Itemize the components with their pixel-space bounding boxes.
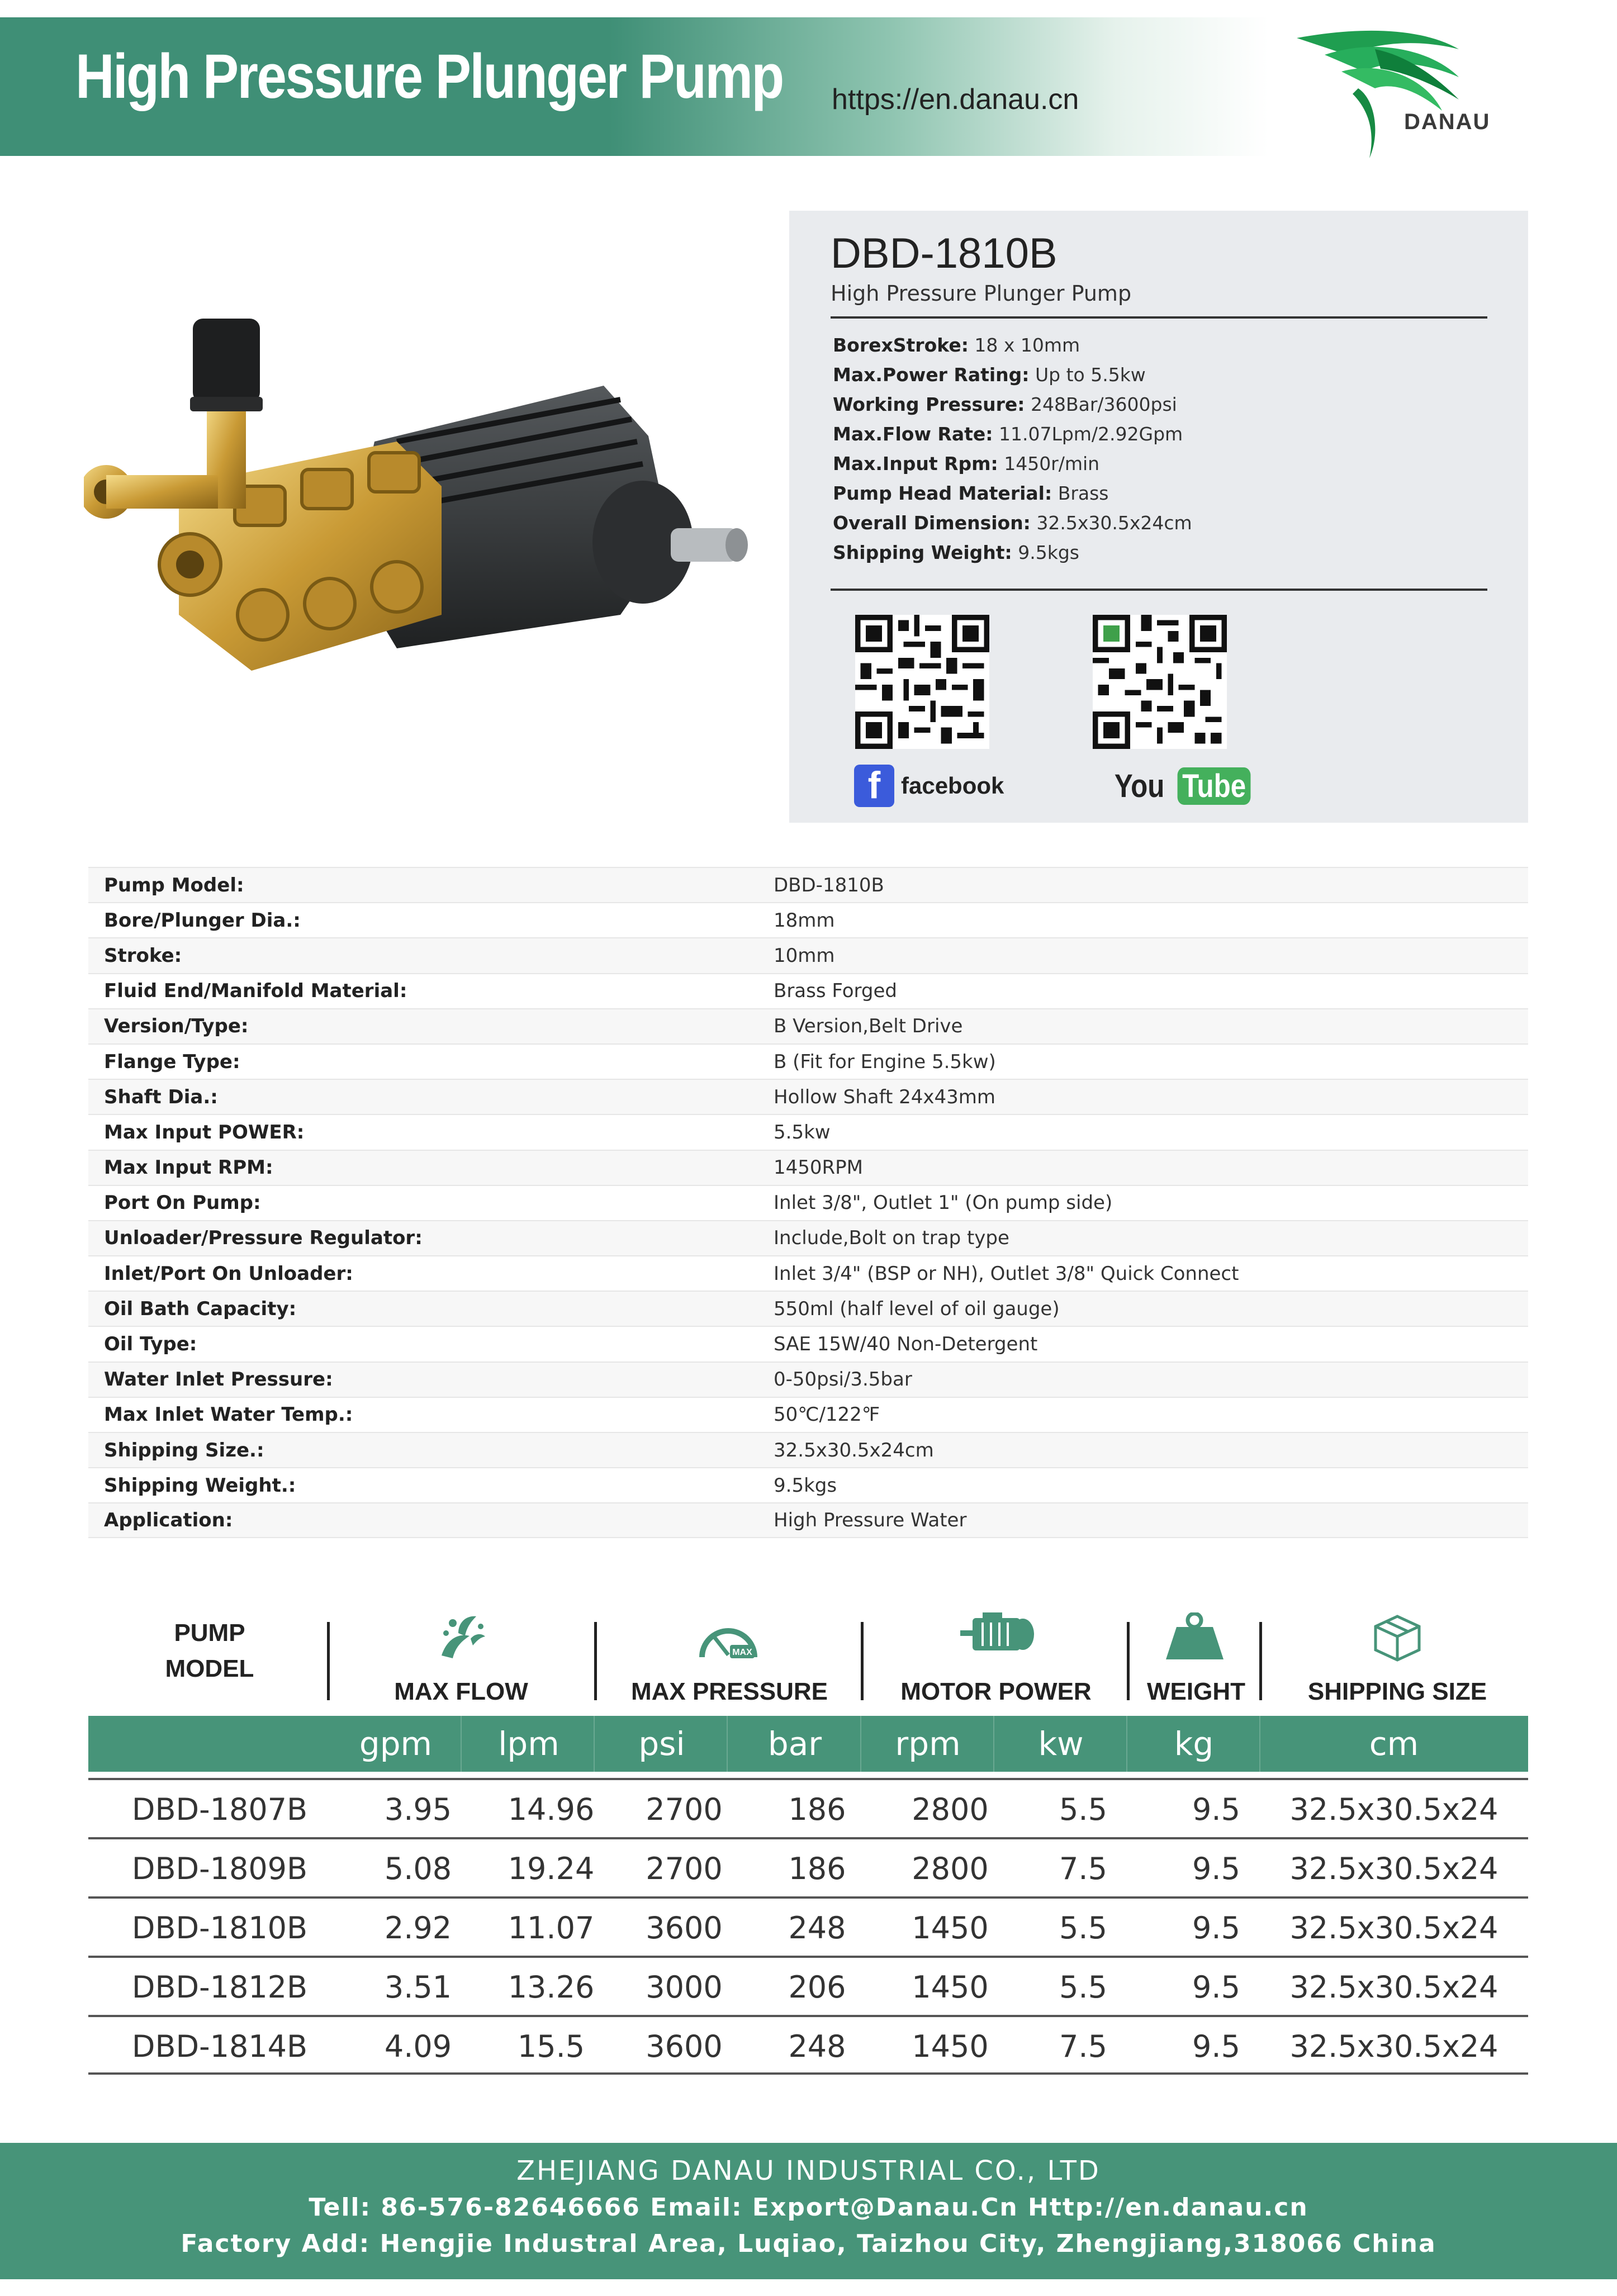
facebook-qr-code[interactable] xyxy=(855,615,989,749)
gpm-cell: 3.95 xyxy=(384,1792,452,1827)
pressure-gauge-icon xyxy=(698,1618,759,1663)
header-divider xyxy=(1259,1622,1262,1700)
header-pump: PUMP xyxy=(174,1619,245,1647)
table-row xyxy=(88,1150,1528,1185)
max-pressure-header: MAX PRESSURE xyxy=(630,1678,828,1705)
kw-cell: 7.5 xyxy=(1059,1851,1107,1886)
spec-item xyxy=(833,453,1192,482)
kw-cell: 7.5 xyxy=(1059,2029,1107,2064)
website-link[interactable]: https://en.danau.cn xyxy=(832,83,1079,116)
table-row xyxy=(88,1114,1528,1149)
spec-value: Inlet 3/8", Outlet 1" (On pump side) xyxy=(774,1192,1113,1215)
spec-value: 1450RPM xyxy=(774,1156,863,1179)
spec-label: Working Pressure: xyxy=(833,393,1025,415)
kw-cell: 5.5 xyxy=(1059,1970,1107,2005)
cm-cell: 32.5x30.5x24 xyxy=(1289,2029,1499,2064)
table-row xyxy=(88,1502,1528,1538)
psi-cell: 2700 xyxy=(646,1851,723,1886)
spec-value: 10mm xyxy=(774,944,835,967)
leaf-logo-icon xyxy=(1291,16,1492,161)
spec-item xyxy=(833,482,1192,512)
spec-value: Hollow Shaft 24x43mm xyxy=(774,1085,996,1108)
spec-value: 0-50psi/3.5bar xyxy=(774,1368,912,1391)
spec-value: 1450r/min xyxy=(1004,453,1100,475)
spec-label: Shipping Weight: xyxy=(833,542,1012,563)
spec-label: Max.Input Rpm: xyxy=(833,453,998,475)
table-row xyxy=(88,1837,1528,1896)
page-title: High Pressure Plunger Pump xyxy=(75,41,783,111)
spec-key: Fluid End/Manifold Material: xyxy=(104,980,407,1003)
table-row xyxy=(88,1956,1528,2015)
unit-kw: kw xyxy=(1038,1725,1084,1763)
model-cell: DBD-1807B xyxy=(131,1792,308,1827)
lpm-cell: 15.5 xyxy=(517,2029,585,2064)
spec-key: Oil Bath Capacity: xyxy=(104,1297,297,1320)
spec-value: High Pressure Water xyxy=(774,1508,967,1531)
facebook-link[interactable] xyxy=(854,765,1004,807)
table-row xyxy=(88,1291,1528,1326)
facebook-icon: f xyxy=(854,765,894,807)
factory-address: Factory Add: Hengjie Industral Area, Luqiao, Taizhou City, Zhengjiang,318066 China xyxy=(181,2229,1436,2258)
table-row xyxy=(88,1220,1528,1255)
header-divider xyxy=(861,1622,864,1700)
spec-key: Port On Pump: xyxy=(104,1192,261,1215)
divider xyxy=(831,316,1487,319)
model-cell: DBD-1809B xyxy=(131,1851,308,1886)
weight-header: WEIGHT xyxy=(1147,1678,1245,1705)
spec-value: 50℃/122℉ xyxy=(774,1403,880,1426)
cm-cell: 32.5x30.5x24 xyxy=(1289,1910,1499,1946)
rpm-cell: 2800 xyxy=(912,1792,989,1827)
bar-cell: 186 xyxy=(788,1792,846,1827)
spec-label: Pump Head Material: xyxy=(833,482,1052,504)
unit-cm: cm xyxy=(1369,1725,1419,1763)
unit-bar: bar xyxy=(767,1725,822,1763)
table-row xyxy=(88,1896,1528,1956)
spec-value: 550ml (half level of oil gauge) xyxy=(774,1297,1060,1320)
table-row xyxy=(88,937,1528,973)
spec-value: 9.5kgs xyxy=(774,1474,837,1497)
facebook-label: facebook xyxy=(901,772,1004,799)
table-row xyxy=(88,1326,1528,1361)
gauge-max-label: MAX xyxy=(732,1648,752,1657)
pump-model-header xyxy=(134,1615,285,1687)
spec-key: Max Inlet Water Temp.: xyxy=(104,1403,353,1426)
spec-key: Shipping Weight.: xyxy=(104,1474,296,1497)
divider xyxy=(831,589,1487,591)
spec-item xyxy=(833,512,1192,542)
spec-value: 18 x 10mm xyxy=(974,334,1080,356)
spec-key: Shaft Dia.: xyxy=(104,1085,218,1108)
lpm-cell: 14.96 xyxy=(508,1792,595,1827)
gpm-cell: 5.08 xyxy=(384,1851,452,1886)
lpm-cell: 11.07 xyxy=(508,1910,595,1946)
spec-item xyxy=(833,393,1192,423)
psi-cell: 3600 xyxy=(646,2029,723,2064)
spec-key: Max Input RPM: xyxy=(104,1156,273,1179)
spec-value: B Version,Belt Drive xyxy=(774,1015,963,1038)
unit-kg: kg xyxy=(1174,1725,1214,1763)
table-row xyxy=(88,2015,1528,2074)
youtube-link[interactable] xyxy=(1110,765,1258,807)
table-row xyxy=(88,1255,1528,1291)
spec-table xyxy=(88,867,1528,1538)
spec-key: Pump Model: xyxy=(104,874,244,896)
psi-cell: 3600 xyxy=(646,1910,723,1946)
psi-cell: 3000 xyxy=(646,1970,723,2005)
weight-icon xyxy=(1165,1612,1224,1660)
spec-value: Brass Forged xyxy=(774,980,897,1003)
model-cell: DBD-1810B xyxy=(131,1910,308,1946)
spec-value: 248Bar/3600psi xyxy=(1031,393,1177,415)
table-row xyxy=(88,1467,1528,1502)
spec-value: Include,Bolt on trap type xyxy=(774,1227,1009,1250)
model-cell: DBD-1812B xyxy=(131,1970,308,2005)
water-splash-icon xyxy=(436,1611,486,1661)
spec-key: Unloader/Pressure Regulator: xyxy=(104,1227,423,1250)
spec-key: Stroke: xyxy=(104,944,182,967)
spec-item xyxy=(833,542,1192,571)
brand-name: DANAU xyxy=(1404,110,1491,134)
table-row xyxy=(88,1778,1528,1837)
header-divider xyxy=(594,1622,597,1700)
key-specs-list xyxy=(833,334,1192,571)
spec-key: Application: xyxy=(104,1508,233,1531)
cm-cell: 32.5x30.5x24 xyxy=(1289,1851,1499,1886)
kg-cell: 9.5 xyxy=(1192,1970,1240,2005)
unit-rpm: rpm xyxy=(895,1725,961,1763)
contact-info: Tell: 86-576-82646666 Email: Export@Danau.Cn Http://en.danau.cn xyxy=(309,2193,1308,2222)
spec-key: Max Input POWER: xyxy=(104,1121,305,1144)
spec-value: 9.5kgs xyxy=(1018,542,1079,563)
lpm-cell: 13.26 xyxy=(508,1970,595,2005)
spec-label: Max.Flow Rate: xyxy=(833,423,993,445)
pump-product-image xyxy=(84,302,755,727)
kg-cell: 9.5 xyxy=(1192,1792,1240,1827)
spec-value: 11.07Lpm/2.92Gpm xyxy=(998,423,1183,445)
spec-key: Flange Type: xyxy=(104,1050,240,1073)
product-model: DBD-1810B xyxy=(831,230,1058,277)
spec-value: 32.5x30.5x24cm xyxy=(774,1439,934,1462)
table-row xyxy=(88,973,1528,1008)
shipping-size-header: SHIPPING SIZE xyxy=(1307,1678,1487,1705)
footer xyxy=(0,2143,1617,2279)
spec-key: Water Inlet Pressure: xyxy=(104,1368,333,1391)
gpm-cell: 4.09 xyxy=(384,2029,452,2064)
table-row xyxy=(88,1079,1528,1114)
spec-key: Shipping Size.: xyxy=(104,1439,264,1462)
rpm-cell: 1450 xyxy=(912,2029,989,2064)
table-bottom-border xyxy=(88,2072,1528,2075)
model-cell: DBD-1814B xyxy=(131,2029,308,2064)
cm-cell: 32.5x30.5x24 xyxy=(1289,1792,1499,1827)
table-row xyxy=(88,1362,1528,1397)
product-subtitle: High Pressure Plunger Pump xyxy=(831,281,1132,306)
bar-cell: 206 xyxy=(788,1970,846,2005)
spec-value: 32.5x30.5x24cm xyxy=(1036,512,1192,534)
youtube-icon-you: You xyxy=(1114,767,1165,804)
table-row xyxy=(88,1185,1528,1220)
spec-key: Version/Type: xyxy=(104,1015,249,1038)
table-row xyxy=(88,1043,1528,1079)
spec-key: Bore/Plunger Dia.: xyxy=(104,909,301,932)
kg-cell: 9.5 xyxy=(1192,1851,1240,1886)
spec-value: Inlet 3/4" (BSP or NH), Outlet 3/8" Quick Connect xyxy=(774,1262,1239,1285)
spec-item xyxy=(833,423,1192,453)
unit-psi: psi xyxy=(638,1725,685,1763)
bar-cell: 248 xyxy=(788,2029,846,2064)
cm-cell: 32.5x30.5x24 xyxy=(1289,1970,1499,2005)
spec-label: Overall Dimension: xyxy=(833,512,1031,534)
table-row xyxy=(88,867,1528,902)
motor-icon xyxy=(960,1612,1036,1657)
spec-value: Up to 5.5kw xyxy=(1035,364,1146,386)
header-divider xyxy=(327,1622,330,1700)
spec-value: Brass xyxy=(1058,482,1109,504)
company-name: ZHEJIANG DANAU INDUSTRIAL CO., LTD xyxy=(516,2155,1101,2186)
kw-cell: 5.5 xyxy=(1059,1792,1107,1827)
spec-label: BorexStroke: xyxy=(833,334,969,356)
table-row xyxy=(88,1008,1528,1043)
spec-value: DBD-1810B xyxy=(774,874,884,896)
max-flow-header: MAX FLOW xyxy=(394,1678,528,1705)
header-divider xyxy=(1127,1622,1130,1700)
rpm-cell: 1450 xyxy=(912,1910,989,1946)
spec-value: SAE 15W/40 Non-Detergent xyxy=(774,1333,1038,1356)
kg-cell: 9.5 xyxy=(1192,1910,1240,1946)
rpm-cell: 2800 xyxy=(912,1851,989,1886)
rpm-cell: 1450 xyxy=(912,1970,989,2005)
bar-cell: 186 xyxy=(788,1851,846,1886)
youtube-icon-tube: Tube xyxy=(1178,767,1251,805)
table-row xyxy=(88,902,1528,937)
table-row xyxy=(88,1397,1528,1432)
kw-cell: 5.5 xyxy=(1059,1910,1107,1946)
unit-lpm: lpm xyxy=(498,1725,559,1763)
lpm-cell: 19.24 xyxy=(508,1851,595,1886)
spec-key: Inlet/Port On Unloader: xyxy=(104,1262,353,1285)
spec-label: Max.Power Rating: xyxy=(833,364,1030,386)
gpm-cell: 2.92 xyxy=(384,1910,452,1946)
youtube-qr-code[interactable] xyxy=(1093,615,1227,749)
kg-cell: 9.5 xyxy=(1192,2029,1240,2064)
unit-gpm: gpm xyxy=(359,1725,433,1763)
spec-key: Oil Type: xyxy=(104,1333,197,1356)
gpm-cell: 3.51 xyxy=(384,1970,452,2005)
spec-item xyxy=(833,364,1192,393)
header-model: MODEL xyxy=(165,1655,254,1682)
box-icon xyxy=(1372,1614,1422,1662)
psi-cell: 2700 xyxy=(646,1792,723,1827)
motor-power-header: MOTOR POWER xyxy=(900,1678,1092,1705)
spec-item xyxy=(833,334,1192,364)
units-header-bar xyxy=(88,1716,1528,1772)
table-row xyxy=(88,1432,1528,1467)
bar-cell: 248 xyxy=(788,1910,846,1946)
spec-value: 5.5kw xyxy=(774,1121,831,1144)
spec-value: 18mm xyxy=(774,909,835,932)
spec-value: B (Fit for Engine 5.5kw) xyxy=(774,1050,996,1073)
